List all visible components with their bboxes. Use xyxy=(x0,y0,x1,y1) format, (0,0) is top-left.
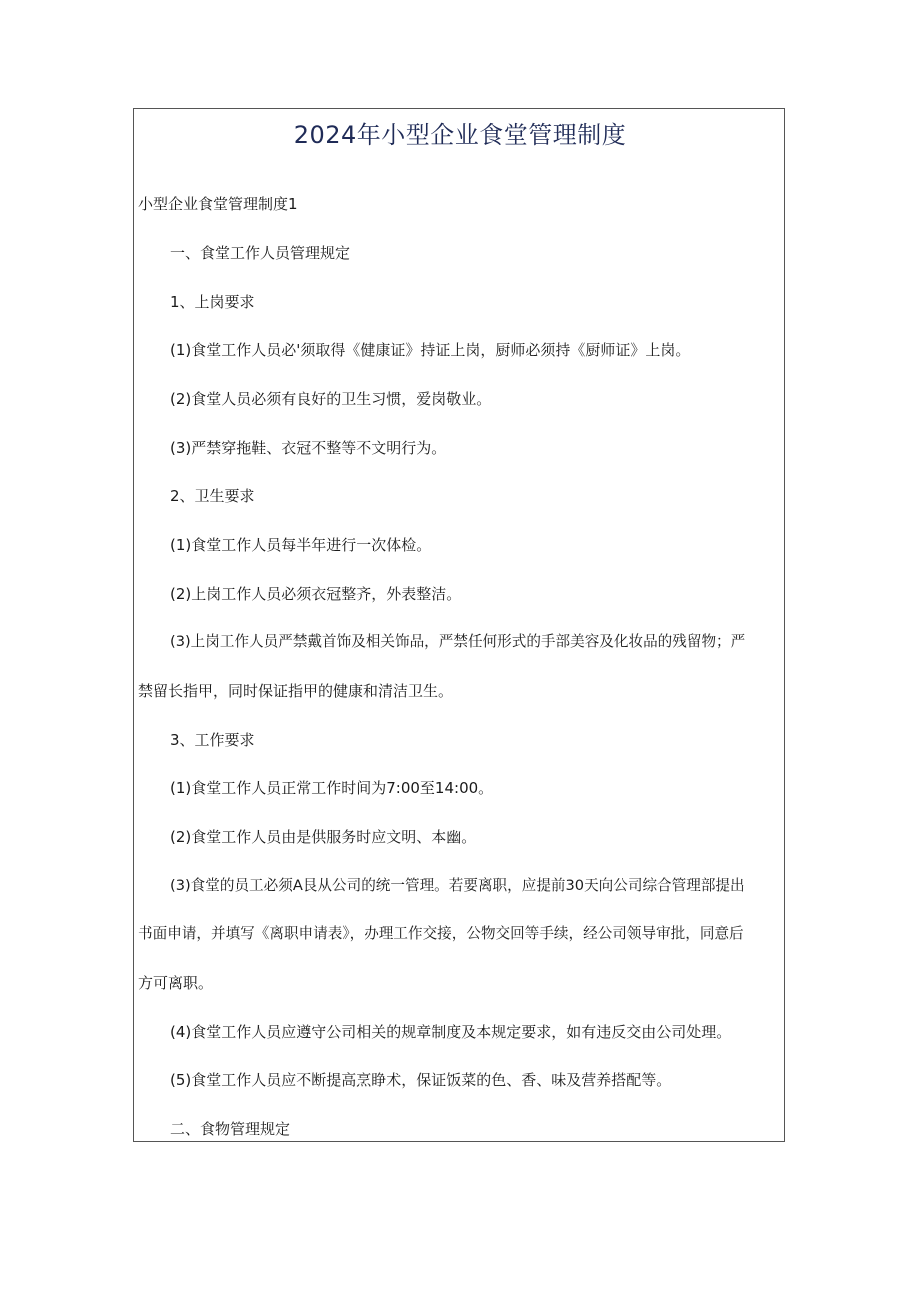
document-frame xyxy=(133,108,785,1142)
subsection-heading: 1、上岗要求 xyxy=(170,293,255,311)
paragraph-continuation: 禁留长指甲，同时保证指甲的健康和清洁卫生。 xyxy=(138,682,454,700)
paragraph-continuation: 书面申请，并填写《离职申请表》，办理工作交接，公物交回等手续，经公司领导审批，同意后 xyxy=(138,925,744,942)
section-heading: 小型企业食堂管理制度1 xyxy=(138,195,298,213)
subsection-heading: 2、卫生要求 xyxy=(170,487,255,505)
document-title: 2024年小型企业食堂管理制度 xyxy=(293,121,627,149)
paragraph: (1)食堂工作人员正常工作时间为7:00至14:00。 xyxy=(170,779,494,797)
paragraph: (3)严禁穿拖鞋、衣冠不整等不文明行为。 xyxy=(170,439,447,457)
subsection-heading: 3、工作要求 xyxy=(170,731,255,749)
paragraph-continuation: 方可离职。 xyxy=(138,974,214,992)
paragraph: (1)食堂工作人员必'须取得《健康证》持证上岗，厨师必须持《厨师证》上岗。 xyxy=(170,341,691,359)
paragraph: (1)食堂工作人员每半年进行一次体检。 xyxy=(170,536,432,554)
paragraph: (3)食堂的员工必须A艮从公司的统一管理。若要离职，应提前30天向公司综合管理部提出 xyxy=(170,877,745,894)
paragraph: (5)食堂工作人员应不断提高烹睁术，保证饭菜的色、香、味及营养搭配等。 xyxy=(170,1071,672,1089)
paragraph: (2)上岗工作人员必须衣冠整齐，外表整洁。 xyxy=(170,585,462,603)
paragraph: (3)上岗工作人员严禁戴首饰及相关饰品，严禁任何形式的手部美容及化妆品的残留物；严 xyxy=(170,633,746,650)
chapter-heading: 一、食堂工作人员管理规定 xyxy=(170,244,351,262)
paragraph: (2)食堂工作人员由是供服务时应文明、本幽。 xyxy=(170,828,477,846)
chapter-heading: 二、食物管理规定 xyxy=(170,1120,291,1138)
paragraph: (4)食堂工作人员应遵守公司相关的规章制度及本规定要求，如有违反交由公司处理。 xyxy=(170,1023,732,1041)
paragraph: (2)食堂人员必须有良好的卫生习惯，爱岗敬业。 xyxy=(170,390,492,408)
